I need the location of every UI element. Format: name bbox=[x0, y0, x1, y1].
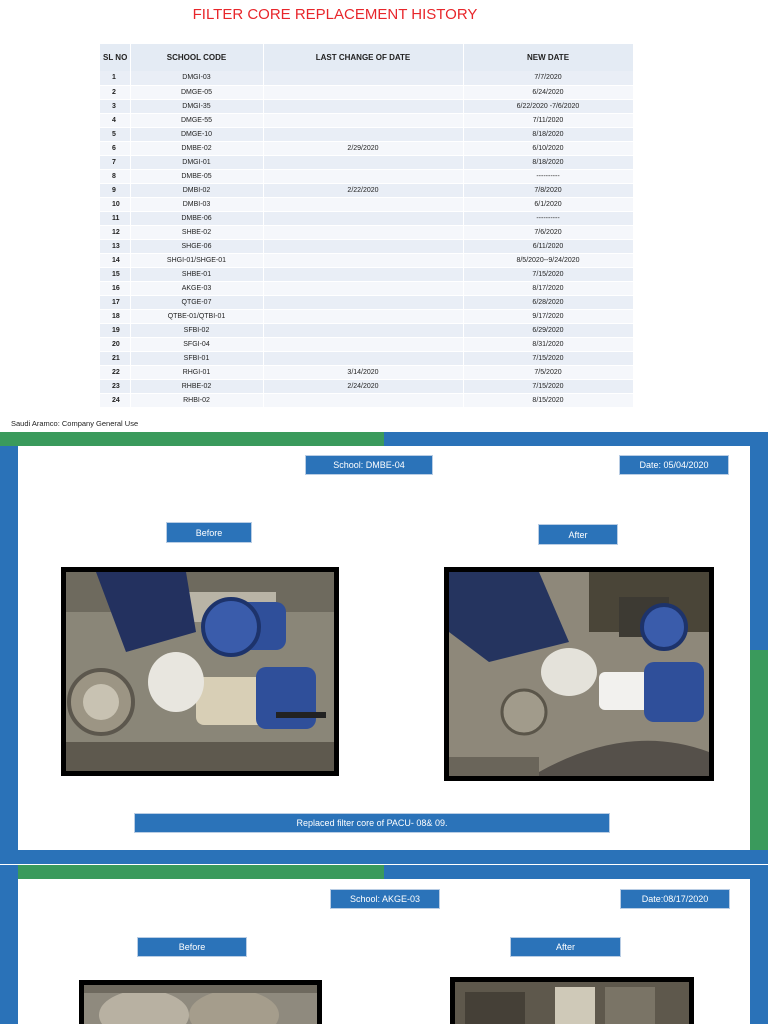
document-title: FILTER CORE REPLACEMENT HISTORY bbox=[192, 6, 478, 23]
cell-last-change bbox=[263, 155, 463, 169]
cell-new-date: 7/11/2020 bbox=[463, 113, 633, 127]
cell-new-date: 6/28/2020 bbox=[463, 295, 633, 309]
school-label: School: DMBE-04 bbox=[305, 455, 433, 475]
table-row bbox=[100, 197, 633, 211]
before-photo bbox=[61, 567, 339, 776]
cell-sl-no: 8 bbox=[100, 169, 130, 183]
cell-last-change bbox=[263, 309, 463, 323]
table-row bbox=[100, 225, 633, 239]
cell-sl-no: 21 bbox=[100, 351, 130, 365]
after-label: After bbox=[510, 937, 621, 957]
cell-new-date: 9/17/2020 bbox=[463, 309, 633, 323]
cell-school-code: SHBE-01 bbox=[130, 267, 263, 281]
cell-school-code: DMBE-05 bbox=[130, 169, 263, 183]
column-header-last-change: LAST CHANGE OF DATE bbox=[263, 44, 463, 71]
table-row bbox=[100, 155, 633, 169]
top-green-bar bbox=[0, 432, 384, 446]
cell-school-code: SFBI-02 bbox=[130, 323, 263, 337]
cell-school-code: DMBI-03 bbox=[130, 197, 263, 211]
cell-sl-no: 12 bbox=[100, 225, 130, 239]
column-header-school-code: SCHOOL CODE bbox=[130, 44, 263, 71]
left-blue-bar bbox=[0, 446, 18, 650]
column-header-sl-no: SL NO bbox=[100, 44, 130, 71]
cell-new-date: 7/8/2020 bbox=[463, 183, 633, 197]
cell-school-code: SHGI-01/SHGE-01 bbox=[130, 253, 263, 267]
cell-school-code: RHBI-02 bbox=[130, 393, 263, 407]
cell-sl-no: 3 bbox=[100, 99, 130, 113]
table-body bbox=[100, 71, 633, 407]
cell-last-change bbox=[263, 99, 463, 113]
right-blue-bar bbox=[750, 865, 768, 1024]
cell-new-date: 6/1/2020 bbox=[463, 197, 633, 211]
classification-label: Saudi Aramco: Company General Use bbox=[11, 419, 139, 428]
table-row bbox=[100, 71, 633, 85]
cell-new-date: 7/15/2020 bbox=[463, 351, 633, 365]
cell-school-code: SHGE-06 bbox=[130, 239, 263, 253]
before-photo-image bbox=[66, 572, 334, 771]
replacement-caption: Replaced filter core of PACU- 08& 09. bbox=[134, 813, 610, 833]
cell-new-date: 8/18/2020 bbox=[463, 127, 633, 141]
cell-school-code: AKGE-03 bbox=[130, 281, 263, 295]
cell-new-date: ---------- bbox=[463, 169, 633, 183]
cell-school-code: QTGE-07 bbox=[130, 295, 263, 309]
cell-school-code: QTBE-01/QTBI-01 bbox=[130, 309, 263, 323]
left-blue-bar bbox=[0, 865, 18, 1024]
cell-school-code: SFGI-04 bbox=[130, 337, 263, 351]
cell-school-code: RHBE-02 bbox=[130, 379, 263, 393]
table-row bbox=[100, 393, 633, 407]
cell-school-code: DMGI-01 bbox=[130, 155, 263, 169]
cell-sl-no: 18 bbox=[100, 309, 130, 323]
table-row bbox=[100, 323, 633, 337]
cell-school-code: DMGI-35 bbox=[130, 99, 263, 113]
cell-sl-no: 23 bbox=[100, 379, 130, 393]
cell-last-change bbox=[263, 211, 463, 225]
right-green-bar bbox=[750, 650, 768, 850]
cell-last-change: 2/24/2020 bbox=[263, 379, 463, 393]
cell-last-change bbox=[263, 393, 463, 407]
table-header-row bbox=[100, 44, 633, 71]
table-row bbox=[100, 85, 633, 99]
cell-sl-no: 6 bbox=[100, 141, 130, 155]
table-row bbox=[100, 309, 633, 323]
school-label: School: AKGE-03 bbox=[330, 889, 440, 909]
cell-new-date: 8/31/2020 bbox=[463, 337, 633, 351]
table-row bbox=[100, 169, 633, 183]
date-label: Date: 05/04/2020 bbox=[619, 455, 729, 475]
table-row bbox=[100, 281, 633, 295]
table-row bbox=[100, 253, 633, 267]
cell-sl-no: 13 bbox=[100, 239, 130, 253]
cell-school-code: SFBI-01 bbox=[130, 351, 263, 365]
cell-new-date: 7/15/2020 bbox=[463, 267, 633, 281]
cell-new-date: 8/18/2020 bbox=[463, 155, 633, 169]
cell-school-code: DMGE-10 bbox=[130, 127, 263, 141]
cell-sl-no: 15 bbox=[100, 267, 130, 281]
slide-dmbe-04 bbox=[0, 432, 768, 864]
cell-school-code: DMGI-03 bbox=[130, 71, 263, 85]
after-photo bbox=[444, 567, 714, 781]
cell-last-change bbox=[263, 253, 463, 267]
table-row bbox=[100, 379, 633, 393]
cell-new-date: 7/5/2020 bbox=[463, 365, 633, 379]
before-photo-image bbox=[84, 985, 317, 1024]
cell-sl-no: 14 bbox=[100, 253, 130, 267]
after-photo bbox=[450, 977, 694, 1024]
cell-sl-no: 5 bbox=[100, 127, 130, 141]
cell-new-date: 7/6/2020 bbox=[463, 225, 633, 239]
left-blue-bar-lower bbox=[0, 650, 18, 850]
cell-new-date: 6/24/2020 bbox=[463, 85, 633, 99]
cell-sl-no: 4 bbox=[100, 113, 130, 127]
cell-sl-no: 11 bbox=[100, 211, 130, 225]
cell-sl-no: 24 bbox=[100, 393, 130, 407]
cell-sl-no: 10 bbox=[100, 197, 130, 211]
cell-school-code: DMBE-02 bbox=[130, 141, 263, 155]
cell-school-code: DMGE-05 bbox=[130, 85, 263, 99]
after-photo-image bbox=[449, 572, 709, 776]
cell-last-change bbox=[263, 351, 463, 365]
table-row bbox=[100, 239, 633, 253]
after-photo-image bbox=[455, 982, 689, 1024]
table-row bbox=[100, 99, 633, 113]
cell-sl-no: 20 bbox=[100, 337, 130, 351]
cell-sl-no: 19 bbox=[100, 323, 130, 337]
bottom-blue-bar bbox=[0, 850, 384, 864]
cell-sl-no: 7 bbox=[100, 155, 130, 169]
table-row bbox=[100, 113, 633, 127]
cell-school-code: DMGE-55 bbox=[130, 113, 263, 127]
cell-new-date: 8/17/2020 bbox=[463, 281, 633, 295]
cell-new-date: 7/15/2020 bbox=[463, 379, 633, 393]
cell-sl-no: 16 bbox=[100, 281, 130, 295]
table-row bbox=[100, 183, 633, 197]
cell-new-date: 6/10/2020 bbox=[463, 141, 633, 155]
cell-last-change bbox=[263, 323, 463, 337]
table-row bbox=[100, 365, 633, 379]
table-row bbox=[100, 295, 633, 309]
cell-last-change bbox=[263, 281, 463, 295]
cell-school-code: SHBE-02 bbox=[130, 225, 263, 239]
cell-last-change bbox=[263, 239, 463, 253]
cell-sl-no: 9 bbox=[100, 183, 130, 197]
cell-new-date: 7/7/2020 bbox=[463, 71, 633, 85]
right-blue-bar bbox=[750, 446, 768, 650]
column-header-new-date: NEW DATE bbox=[463, 44, 633, 71]
date-label: Date:08/17/2020 bbox=[620, 889, 730, 909]
history-table-container bbox=[100, 44, 633, 408]
after-label: After bbox=[538, 524, 618, 545]
table-row bbox=[100, 127, 633, 141]
cell-last-change bbox=[263, 225, 463, 239]
cell-last-change: 2/22/2020 bbox=[263, 183, 463, 197]
top-blue-bar bbox=[384, 432, 768, 446]
cell-new-date: 6/29/2020 bbox=[463, 323, 633, 337]
slide-akge-03 bbox=[0, 865, 768, 1024]
cell-school-code: DMBI-02 bbox=[130, 183, 263, 197]
cell-new-date: 6/11/2020 bbox=[463, 239, 633, 253]
cell-last-change bbox=[263, 169, 463, 183]
bottom-blue-bar-right bbox=[384, 850, 768, 864]
cell-last-change bbox=[263, 113, 463, 127]
cell-sl-no: 1 bbox=[100, 71, 130, 85]
cell-last-change bbox=[263, 267, 463, 281]
top-blue-bar bbox=[384, 865, 768, 879]
cell-new-date: ---------- bbox=[463, 211, 633, 225]
cell-last-change bbox=[263, 127, 463, 141]
cell-last-change bbox=[263, 197, 463, 211]
table-row bbox=[100, 141, 633, 155]
cell-last-change bbox=[263, 85, 463, 99]
cell-school-code: DMBE-06 bbox=[130, 211, 263, 225]
cell-sl-no: 17 bbox=[100, 295, 130, 309]
cell-last-change: 3/14/2020 bbox=[263, 365, 463, 379]
table-row bbox=[100, 267, 633, 281]
cell-last-change bbox=[263, 295, 463, 309]
cell-new-date: 6/22/2020 -7/6/2020 bbox=[463, 99, 633, 113]
filter-history-table bbox=[100, 44, 634, 408]
table-row bbox=[100, 351, 633, 365]
top-green-bar bbox=[18, 865, 384, 879]
table-row bbox=[100, 211, 633, 225]
before-label: Before bbox=[137, 937, 247, 957]
cell-new-date: 8/15/2020 bbox=[463, 393, 633, 407]
table-row bbox=[100, 337, 633, 351]
cell-last-change bbox=[263, 71, 463, 85]
cell-sl-no: 2 bbox=[100, 85, 130, 99]
cell-new-date: 8/5/2020--9/24/2020 bbox=[463, 253, 633, 267]
before-photo bbox=[79, 980, 322, 1024]
before-label: Before bbox=[166, 522, 252, 543]
cell-last-change: 2/29/2020 bbox=[263, 141, 463, 155]
cell-last-change bbox=[263, 337, 463, 351]
cell-school-code: RHGI-01 bbox=[130, 365, 263, 379]
cell-sl-no: 22 bbox=[100, 365, 130, 379]
